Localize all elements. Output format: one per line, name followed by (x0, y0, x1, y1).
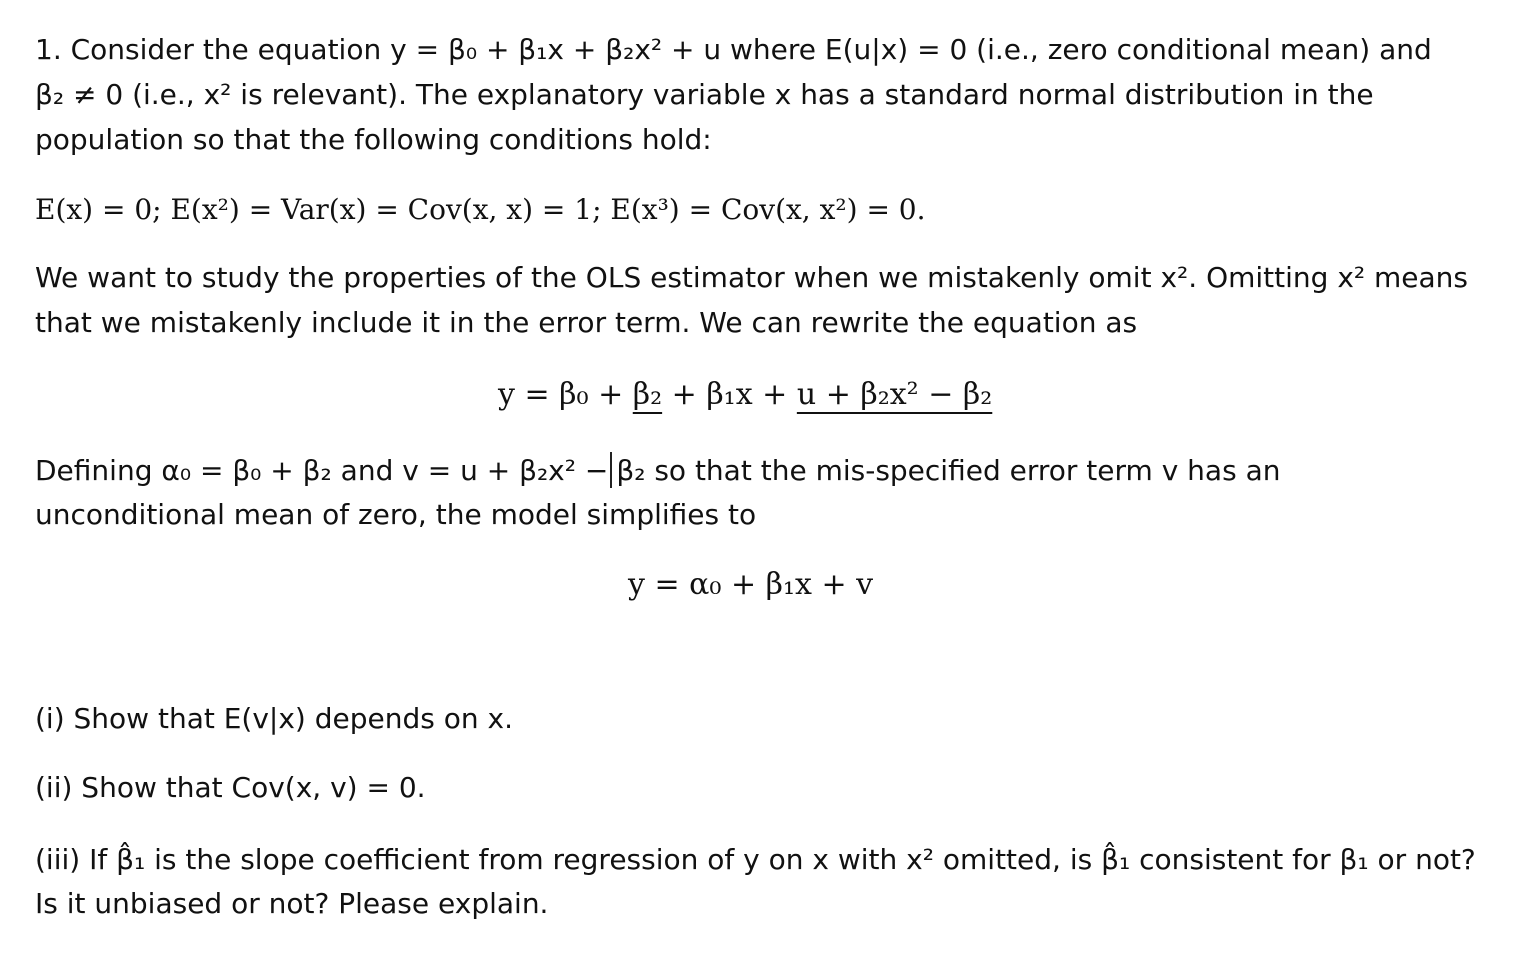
question-line-6: unconditional mean of zero, the model simplifies to (35, 498, 757, 531)
question-line-5: that we mistakenly include it in the error term. We can rewrite the equation as (35, 306, 1138, 339)
text-cursor (610, 452, 612, 488)
part-ii: (ii) Show that Cov(x, v) = 0. (35, 771, 426, 804)
definition-line (35, 452, 1280, 489)
rewrite-eq-underlined-error: u + β₂x² − β₂ (796, 377, 993, 412)
part-i: (i) Show that E(v|x) depends on x. (35, 702, 514, 735)
rewrite-eq-middle: + β₁x + (662, 377, 797, 412)
part-iii-line-1: (iii) If β̂₁ is the slope coefficient from regression of y on x with x² omitted, is β̂₁ consistent for β₁ or not? (35, 843, 1476, 876)
rewrite-eq-underlined-intercept: β₂ (632, 377, 663, 412)
question-line-1: 1. Consider the equation y = β₀ + β₁x + β₂x² + u where E(u|x) = 0 (i.e., zero conditional mean) and (35, 33, 1432, 66)
question-line-4: We want to study the properties of the OLS estimator when we mistakenly omit x². Omitting x² means (35, 261, 1469, 294)
simplified-equation: y = α₀ + β₁x + v (628, 567, 874, 602)
rewritten-equation (498, 376, 992, 414)
conditions-equation: E(x) = 0; E(x²) = Var(x) = Cov(x, x) = 1; E(x³) = Cov(x, x²) = 0. (35, 193, 926, 226)
question-line-3: population so that the following conditions hold: (35, 123, 712, 156)
definition-part-2: β₂ so that the mis-specified error term v has an (616, 454, 1281, 487)
definition-part-1: Defining α₀ = β₀ + β₂ and v = u + β₂x² − (35, 454, 609, 487)
part-iii-line-2: Is it unbiased or not? Please explain. (35, 887, 549, 920)
rewrite-eq-left: y = β₀ + (498, 377, 633, 412)
question-line-2: β₂ ≠ 0 (i.e., x² is relevant). The explanatory variable x has a standard normal distribution in the (35, 78, 1374, 111)
